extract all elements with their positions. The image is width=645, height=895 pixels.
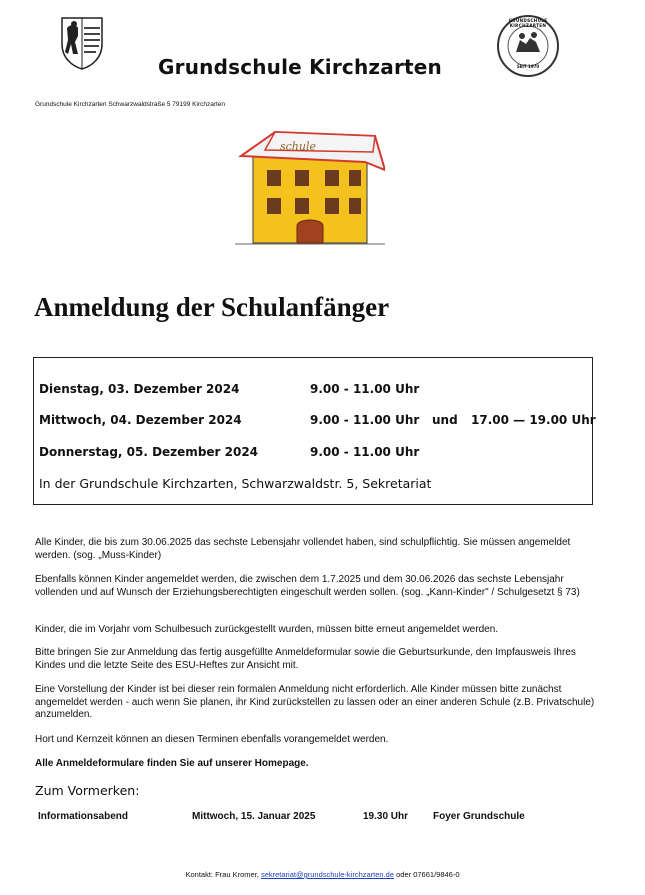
paragraph-must-children: Alle Kinder, die bis zum 30.06.2025 das sechste Lebensjahr vollendet haben, sind schulpflichtig. Sie müssen angemeldet werden. (sog. „Muss-Kinder) [35, 537, 571, 561]
appointment-box [33, 357, 596, 505]
paragraph-documents: Bitte bringen Sie zur Anmeldung das fertig ausgefüllte Anmeldeformular sowie die Geburtsurkunde, den Impfausweis Ihres Kindes und die letzte Seite des ESU-Heftes zur Ansicht mit. [35, 647, 576, 671]
paragraph-homepage: Alle Anmeldeformulare finden Sie auf unserer Homepage. [35, 758, 309, 769]
paragraph-after-school: Hort und Kernzeit können an diesen Terminen ebenfalls vorangemeldet werden. [35, 734, 389, 745]
paragraph-deferred: Kinder, die im Vorjahr vom Schulbesuch zurückgestellt wurden, müssen bitte erneut angemeldet werden. [35, 624, 499, 635]
info-date: Mittwoch, 15. Januar 2025 [192, 811, 316, 822]
info-event: Informationsabend [38, 811, 129, 822]
footer-suffix: oder 07661/9846-0 [396, 870, 460, 879]
date-day: Mittwoch, 04. Dezember 2024 [39, 413, 242, 427]
location: In der Grundschule Kirchzarten, Schwarzwaldstr. 5, Sekretariat [39, 476, 432, 491]
remember-label: Zum Vormerken: [35, 783, 140, 798]
date-and: und [432, 413, 458, 427]
info-time: 19.30 Uhr [363, 811, 409, 822]
seal-year: SEIT 1970 [516, 64, 540, 69]
footer-prefix: Kontakt: Frau Kromer, [185, 870, 259, 879]
footer-contact [0, 870, 645, 879]
school-title: Grundschule Kirchzarten [158, 55, 442, 79]
date-time: 9.00 - 11.00 Uhr [310, 445, 420, 459]
date-time: 9.00 - 11.00 Uhr [310, 413, 420, 427]
house-sign: schule [280, 140, 317, 153]
date-day: Dienstag, 03. Dezember 2024 [39, 382, 240, 396]
paragraph-can-children: Ebenfalls können Kinder angemeldet werden, die zwischen dem 1.7.2025 und dem 30.06.2026 das sechste Lebensjahr vollenden und auf Wunsch der Erziehungsberechtigten eingeschult werden sollen. (sog. „Kann-Kinder" / Schulgesetzt § 73) [35, 574, 580, 598]
date-time: 9.00 - 11.00 Uhr [310, 382, 420, 396]
date-day: Donnerstag, 05. Dezember 2024 [39, 445, 259, 459]
date-time-evening: 17.00 — 19.00 Uhr [471, 413, 596, 427]
seal-text: GRUNDSCHULE KIRCHZARTEN [508, 18, 548, 28]
page-title: Anmeldung der Schulanfänger [34, 292, 390, 322]
address-line: Grundschule Kirchzarten Schwarzwaldstraße 5 79199 Kirchzarten [35, 101, 226, 108]
paragraph-presentation: Eine Vorstellung der Kinder ist bei dieser rein formalen Anmeldung nicht erforderlich. Alle Kinder müssen bitte zunächst angemeldet werden - auch wenn Sie planen, ihr Kind zurückstellen zu lassen oder an einer anderen Schule (z.B. Privatschule) anzumelden. [35, 684, 595, 720]
info-place: Foyer Grundschule [433, 811, 525, 822]
contact-email-link[interactable]: sekretariat@grundschule-kirchzarten.de [260, 870, 395, 879]
